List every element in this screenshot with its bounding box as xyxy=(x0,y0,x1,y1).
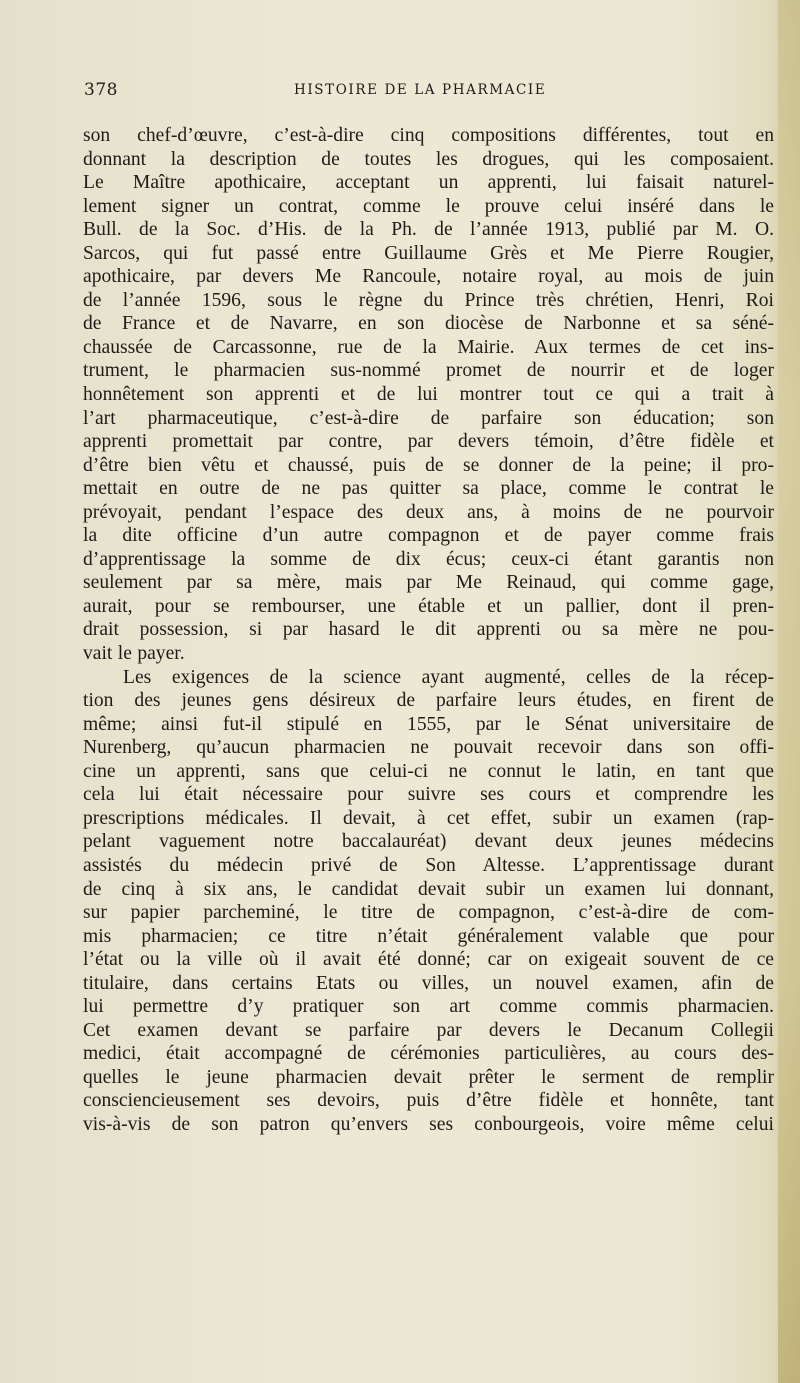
text-line: apprenti promettait par contre, par devers témoin, d’être fidèle et xyxy=(83,431,774,453)
text-line: Bull. de la Soc. d’His. de la Ph. de l’année 1913, publié par M. O. xyxy=(83,219,774,241)
text-line: Le Maître apothicaire, acceptant un apprenti, lui faisait naturel- xyxy=(83,172,774,194)
text-line: drait possession, si par hasard le dit apprenti ou sa mère ne pou- xyxy=(83,619,774,641)
text-line: chaussée de Carcassonne, rue de la Mairie. Aux termes de cet ins- xyxy=(83,336,774,358)
text-line: quelles le jeune pharmacien devait prêter le serment de remplir xyxy=(83,1066,774,1088)
text-line: lui permettre d’y pratiquer son art comme commis pharmacien. xyxy=(83,996,774,1018)
text-line: vis-à-vis de son patron qu’envers ses conbourgeois, voire même celui xyxy=(83,1113,774,1135)
page-edge-stain xyxy=(778,0,800,1383)
page-header xyxy=(84,80,774,104)
text-line: pelant vaguement notre baccalauréat) devant deux jeunes médecins xyxy=(83,831,774,853)
text-line: lement signer un contrat, comme le prouve celui inséré dans le xyxy=(83,195,774,217)
text-line: d’être bien vêtu et chaussé, puis de se donner de la peine; il pro- xyxy=(83,454,774,476)
body-text xyxy=(83,124,774,1137)
text-line: sur papier parcheminé, le titre de compagnon, c’est-à-dire de com- xyxy=(83,902,774,924)
text-line: apothicaire, par devers Me Rancoule, notaire royal, au mois de juin xyxy=(83,266,774,288)
text-line: l’état ou la ville où il avait été donné; car on exigeait souvent de ce xyxy=(83,949,774,971)
text-line: aurait, pour se rembourser, une étable et un pallier, dont il pren- xyxy=(83,595,774,617)
text-line: Les exigences de la science ayant augmenté, celles de la récep- xyxy=(123,666,774,688)
text-line: assistés du médecin privé de Son Altesse. L’apprentissage durant xyxy=(83,854,774,876)
text-line: honnêtement son apprenti et de lui montrer tout ce qui a trait à xyxy=(83,384,774,406)
text-line: Nurenberg, qu’aucun pharmacien ne pouvait recevoir dans son offi- xyxy=(83,737,774,759)
text-line: l’art pharmaceutique, c’est-à-dire de parfaire son éducation; son xyxy=(83,407,774,429)
text-line: prévoyait, pendant l’espace des deux ans, à moins de ne pourvoir xyxy=(83,501,774,523)
running-title: HISTOIRE DE LA PHARMACIE xyxy=(294,82,547,98)
text-line: Sarcos, qui fut passé entre Guillaume Grès et Me Pierre Rougier, xyxy=(83,242,774,264)
text-line: la dite officine d’un autre compagnon et de payer comme frais xyxy=(83,525,774,547)
text-line: son chef-d’œuvre, c’est-à-dire cinq compositions différentes, tout en xyxy=(83,125,774,146)
text-line: d’apprentissage la somme de dix écus; ceux-ci étant garantis non xyxy=(83,548,774,570)
text-line: seulement par sa mère, mais par Me Reinaud, qui comme gage, xyxy=(83,572,774,594)
text-line: cela lui était nécessaire pour suivre ses cours et comprendre les xyxy=(83,784,774,806)
text-line: de l’année 1596, sous le règne du Prince très chrétien, Henri, Roi xyxy=(83,289,774,311)
text-line: tion des jeunes gens désireux de parfaire leurs études, en firent de xyxy=(83,690,774,712)
text-line: prescriptions médicales. Il devait, à cet effet, subir un examen (rap- xyxy=(83,807,774,829)
text-line: de cinq à six ans, le candidat devait subir un examen lui donnant, xyxy=(83,878,774,900)
text-line: donnant la description de toutes les drogues, qui les composaient. xyxy=(83,148,774,170)
text-line: medici, était accompagné de cérémonies particulières, au cours des- xyxy=(83,1043,774,1065)
page-number: 378 xyxy=(84,80,118,100)
text-line: de France et de Navarre, en son diocèse de Narbonne et sa séné- xyxy=(83,313,774,335)
text-line: mettait en outre de ne pas quitter sa place, comme le contrat le xyxy=(83,478,774,500)
text-line: vait le payer. xyxy=(83,643,185,665)
text-line: trument, le pharmacien sus-nommé promet de nourrir et de loger xyxy=(83,360,774,382)
text-line: Cet examen devant se parfaire par devers le Decanum Collegii xyxy=(83,1019,774,1041)
text-line: cine un apprenti, sans que celui-ci ne connut le latin, en tant que xyxy=(83,760,774,782)
text-line: même; ainsi fut-il stipulé en 1555, par le Sénat universitaire de xyxy=(83,713,774,735)
text-line: consciencieusement ses devoirs, puis d’être fidèle et honnête, tant xyxy=(83,1090,774,1112)
text-line: titulaire, dans certains Etats ou villes, un nouvel examen, afin de xyxy=(83,972,774,994)
text-line: mis pharmacien; ce titre n’était généralement valable que pour xyxy=(83,925,774,947)
